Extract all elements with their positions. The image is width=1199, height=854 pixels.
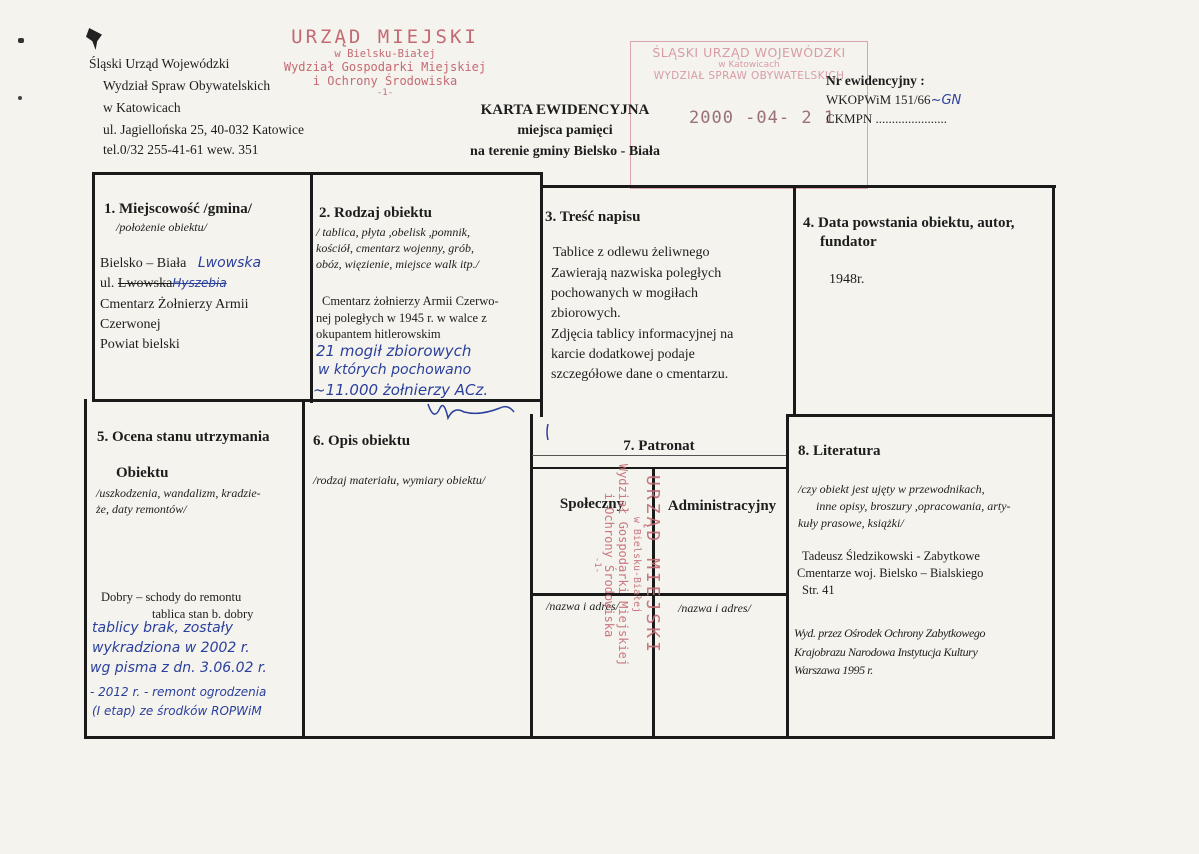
grid-line [530,414,533,739]
cell-5-title-2: Obiektu [116,465,169,481]
cell-5-handwritten-5: (I etap) ze środków ROPWiM [92,704,262,718]
cell-8-line-2: Cmentarze woj. Bielsko – Bialskiego [797,566,984,580]
cell-7-administrative: Administracyjny [667,498,777,514]
grid-line [84,399,87,739]
received-stamp-city: w Katowicach [718,60,780,70]
cell-3-line-7: szczegółowe dane o cmentarzu. [551,367,729,382]
cell-7-title: 7. Patronat [623,438,695,454]
cell-1-line-3: Cmentarz Żołnierzy Armii [100,297,249,312]
cell-5-handwritten-3: wg pisma z dn. 3.06.02 r. [90,660,267,676]
evidence-ckmpn: CKMPN ...................... [826,111,947,126]
cell-2-subtitle-2: kościół, cmentarz wojenny, grób, [316,241,474,255]
cell-8-publisher-2: Krajobrazu Narodowa Instytucja Kultury [794,645,978,659]
stamp-line-3: Wydział Gospodarki Miejskiej [283,60,487,74]
received-stamp-dept: WYDZIAŁ SPRAW OBYWATELSKICH [653,70,845,82]
evidence-wkopwim [826,92,961,108]
document-title: KARTA EWIDENCYJNA [480,102,650,118]
sender-line-3: w Katowicach [103,100,181,115]
received-date: 2000 -04- 2 1 [689,108,836,128]
punch-hole-mark [18,96,22,100]
cell-2-subtitle-1: / tablica, płyta ,obelisk ,pomnik, [316,225,470,239]
grid-line [1052,185,1055,739]
cell-1-handwritten-struck: Hyszebia [172,276,227,290]
cell-8-publisher-3: Warszawa 1995 r. [794,663,873,677]
cell-2-handwritten-3: ~11.000 żołnierzy ACz. [313,381,489,399]
received-stamp-title: ŚLĄSKI URZĄD WOJEWÓDZKI [652,45,846,60]
cell-3-line-3: pochowanych w mogiłach [551,286,698,301]
stamp-title: URZĄD MIEJSKI [291,26,479,48]
cell-2-handwritten-2: w których pochowano [318,362,472,378]
cell-5-handwritten-4: - 2012 r. - remont ogrodzenia [90,685,267,699]
stamp-line-2: w Bielsku-Białej [334,48,436,60]
cell-2-handwritten-1: 21 mogił zbiorowych [316,342,472,360]
rotated-stamp-line-2: w Bielsku-Białej [631,516,642,614]
grid-line [793,185,796,416]
cell-4-value: 1948r. [829,272,865,287]
sender-line-2: Wydział Spraw Obywatelskich [103,78,271,93]
grid-line [84,736,1054,739]
grid-line [540,185,1056,188]
cell-5-handwritten-1: tablicy brak, zostały [92,620,233,636]
sender-line-4: ul. Jagiellońska 25, 40-032 Katowice [103,122,304,137]
cell-2-text-2: nej poległych w 1945 r. w walce z [316,311,487,325]
cell-6-title: 6. Opis obiektu [313,433,411,449]
cell-3-title: 3. Treść napisu [545,209,641,225]
ink-blot [86,28,102,50]
document-subtitle-2: na terenie gminy Bielsko - Biała [470,144,660,159]
cell-1-line-5: Powiat bielski [100,337,180,352]
evidence-wkopwim-handwritten: ~GN [930,93,962,108]
cell-8-subtitle-1: /czy obiekt jest ujęty w przewodnikach, [798,482,985,496]
cell-1-line-2 [100,274,227,294]
cell-2-text-3: okupantem hitlerowskim [316,327,441,341]
rotated-stamp-line-4: i Ochrony Środowiska [602,492,616,638]
grid-line [92,172,95,400]
cell-8-title: 8. Literatura [798,443,881,459]
cell-8-line-3: Str. 41 [802,583,835,597]
cell-1-handwritten-street: Lwowska [197,255,262,271]
cell-7-address-1: /nazwa i adres/ [546,599,619,613]
cell-8-line-1: Tadeusz Śledzikowski - Zabytkowe [802,549,980,563]
cell-3-line-5: Zdjęcia tablicy informacyjnej na [551,327,734,342]
document-subtitle: miejsca pamięci [517,123,613,138]
cell-5-handwritten-2: wykradziona w 2002 r. [92,640,250,656]
cell-3-line-4: zbiorowych. [551,306,621,321]
cell-7-social: Społeczny [559,496,625,512]
sender-line-1: Śląski Urząd Wojewódzki [89,56,230,71]
evidence-label: Nr ewidencyjny : [826,73,925,88]
rotated-stamp-line-3: Wydział Gospodarki Miejskiej [616,463,630,667]
cell-3-line-2: Zawierają nazwiska poległych [551,266,722,281]
cell-6-subtitle: /rodzaj materiału, wymiary obiektu/ [313,473,486,487]
cell-3-line-1: Tablice z odlewu żeliwnego [553,245,710,260]
cell-5-subtitle-1: /uszkodzenia, wandalizm, kradzie- [96,486,261,500]
grid-line [786,414,1054,417]
punch-hole-mark [18,38,24,43]
cell-8-publisher-1: Wyd. przez Ośrodek Ochrony Zabytkowego [794,626,986,640]
cell-1-line-1 [100,254,261,274]
cell-8-subtitle-2: inne opisy, broszury ,opracowania, arty- [816,499,1011,513]
cell-7-address-2: /nazwa i adres/ [678,601,751,615]
cell-5-title: 5. Ocena stanu utrzymania [97,429,270,445]
cell-5-subtitle-2: że, daty remontów/ [96,502,187,516]
cell-1-line-4: Czerwonej [100,317,161,332]
cell-3-line-6: karcie dodatkowej podaje [551,347,695,362]
cell-1-title: 1. Miejscowość /gmina/ [104,201,252,217]
cell-1-subtitle: /położenie obiektu/ [116,220,207,234]
stamp-line-5: -1- [376,88,394,98]
cell-8-subtitle-3: kuły prasowe, książki/ [798,516,904,530]
grid-line [310,172,313,403]
cell-1-street-struck: Lwowska [117,276,173,291]
cell-5-line-2: tablica stan b. dobry [152,607,254,621]
evidence-wkopwim-value: WKOPWiM 151/66 [826,92,931,107]
cell-2-title: 2. Rodzaj obiektu [319,205,432,221]
cell-2-subtitle-3: obóz, więzienie, miejsce walk itp./ [316,257,479,271]
grid-line [94,172,543,175]
stamp-line-4: i Ochrony Środowiska [312,74,458,88]
rotated-stamp-title: URZĄD MIEJSKI [642,475,663,655]
grid-line [302,399,305,739]
grid-line [540,172,543,417]
sender-line-5: tel.0/32 255-41-61 wew. 351 [103,142,259,157]
cell-4-title: 4. Data powstania obiektu, autor, [803,215,1015,231]
grid-line [786,414,789,739]
rotated-stamp-line-5: -1- [592,556,602,574]
cell-5-line-1: Dobry – schody do remontu [101,590,242,604]
cell-1-street-prefix: ul. [100,276,118,291]
cell-1-city: Bielsko – Biała [100,256,187,271]
office-stamp [282,26,488,99]
cell-4-title-2: fundator [820,234,877,250]
cell-2-text-1: Cmentarz żołnierzy Armii Czerwo- [322,294,499,308]
